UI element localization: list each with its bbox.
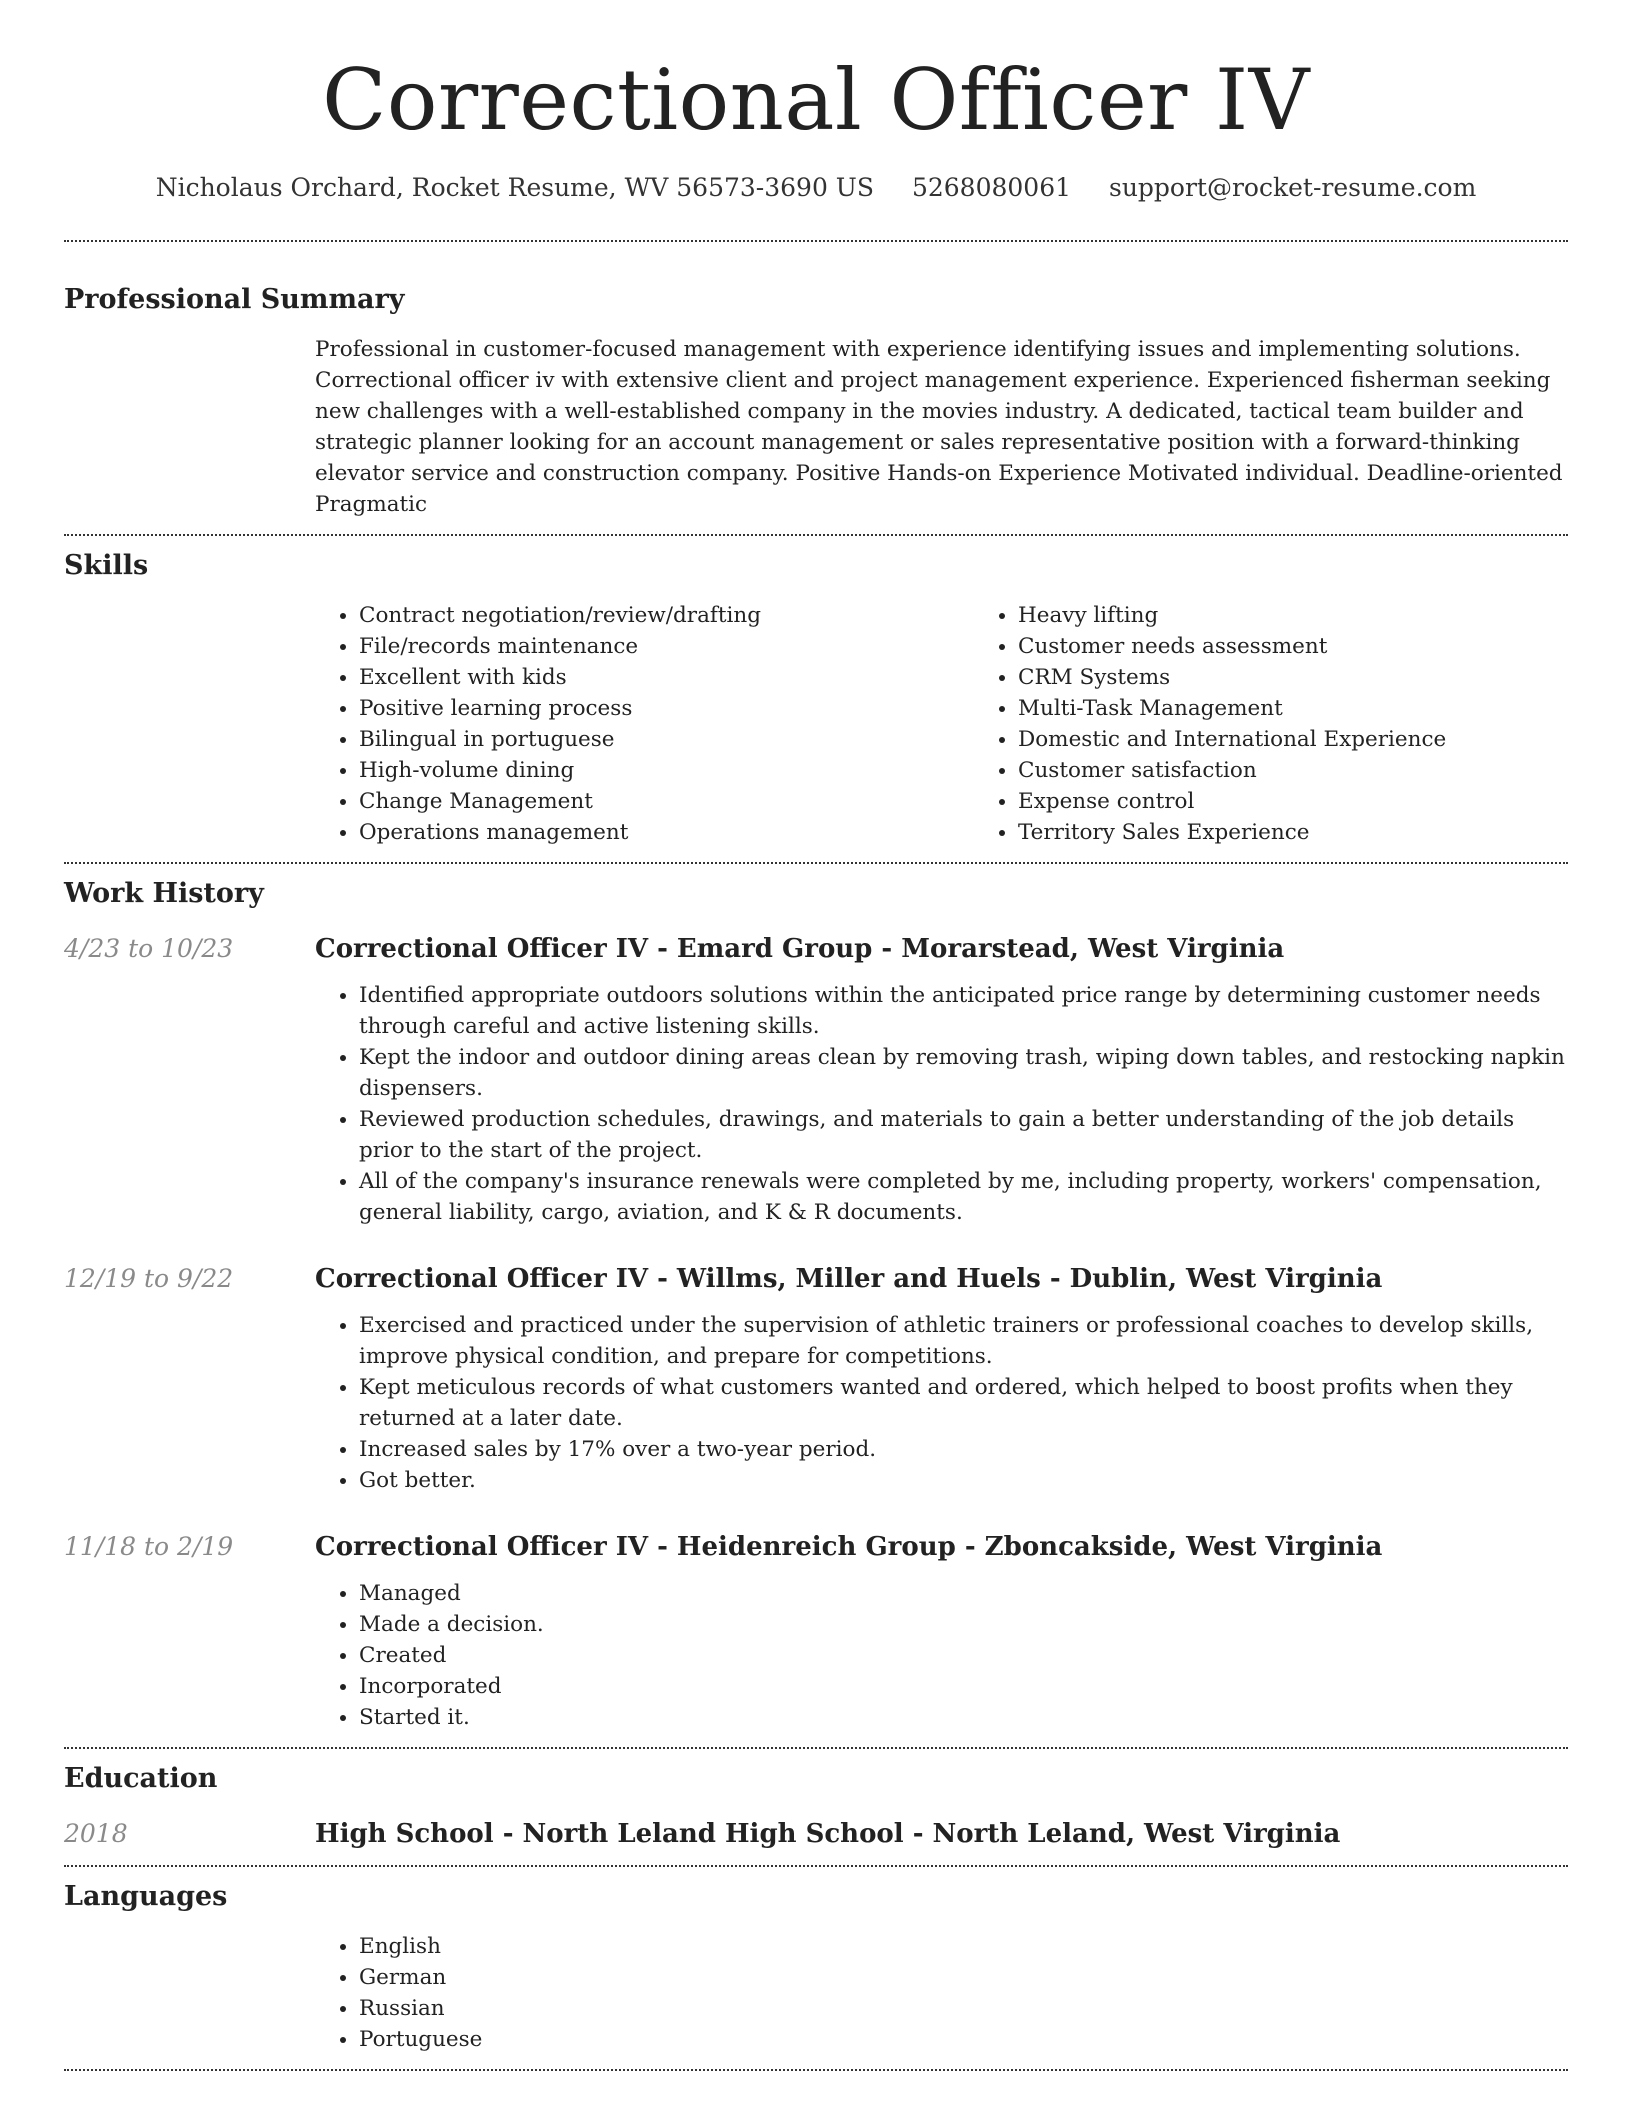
list-item: • Excellent with kids xyxy=(359,662,974,693)
job-title: Correctional Officer IV - Heidenreich Group - Zboncakside, West Virginia xyxy=(315,1532,1383,1562)
list-item: • German xyxy=(359,1962,1568,1993)
list-item: • Got better. xyxy=(359,1465,1568,1496)
job-bullets xyxy=(315,1310,1568,1496)
section-heading-work-history: Work History xyxy=(64,878,264,909)
list-item: • Positive learning process xyxy=(359,693,974,724)
list-item: • Portuguese xyxy=(359,2024,1568,2055)
list-item: • Expense control xyxy=(1018,786,1568,817)
skills-list-left xyxy=(315,600,974,848)
list-item: • Multi-Task Management xyxy=(1018,693,1568,724)
education-section xyxy=(64,1749,1568,1865)
list-item: • Customer satisfaction xyxy=(1018,755,1568,786)
list-item: • Russian xyxy=(359,1993,1568,2024)
list-item: • CRM Systems xyxy=(1018,662,1568,693)
summary-section xyxy=(64,242,1568,534)
education-entry: High School - North Leland High School - North Leland, West Virginia xyxy=(315,1819,1341,1849)
skills-list-right xyxy=(974,600,1568,848)
languages-section xyxy=(64,1867,1568,2069)
contact-address: Nicholaus Orchard, Rocket Resume, WV 56573-3690 US xyxy=(155,173,875,202)
summary-text: Professional in customer-focused management with experience identifying issues and implementing solutions. Correctional officer iv with extensive client and project management experience. Experienced fisherman seeking new challenges with a well-established company in the movies industry. A dedicated, tactical team builder and strategic planner looking for an account management or sales representative position with a forward-thinking elevator service and construction company. Positive Hands-on Experience Motivated individual. Deadline-oriented Pragmatic xyxy=(315,337,1563,517)
contact-line xyxy=(64,170,1568,206)
list-item: • Bilingual in portuguese xyxy=(359,724,974,755)
list-item: • Change Management xyxy=(359,786,974,817)
list-item: • Exercised and practiced under the supervision of athletic trainers or professional coaches to develop skills, improve physical condition, and prepare for competitions. xyxy=(359,1310,1568,1372)
list-item: • Reviewed production schedules, drawings, and materials to gain a better understanding of the job details prior to the start of the project. xyxy=(359,1104,1568,1166)
work-history-section xyxy=(64,864,1568,1747)
list-item: • Made a decision. xyxy=(359,1609,1568,1640)
job-entry xyxy=(64,1530,1568,1733)
job-dates: 4/23 to 10/23 xyxy=(64,934,234,963)
list-item: • Increased sales by 17% over a two-year period. xyxy=(359,1434,1568,1465)
job-entry xyxy=(64,1262,1568,1496)
section-heading-languages: Languages xyxy=(64,1881,228,1912)
job-title: Correctional Officer IV - Emard Group - Morarstead, West Virginia xyxy=(315,934,1285,964)
skills-section xyxy=(64,536,1568,862)
list-item: • File/records maintenance xyxy=(359,631,974,662)
contact-email: support@rocket-resume.com xyxy=(1108,173,1477,202)
list-item: • Kept meticulous records of what customers wanted and ordered, which helped to boost profits when they returned at a later date. xyxy=(359,1372,1568,1434)
job-entry xyxy=(64,932,1568,1228)
job-title: Correctional Officer IV - Willms, Miller and Huels - Dublin, West Virginia xyxy=(315,1264,1383,1294)
list-item: • Contract negotiation/review/drafting xyxy=(359,600,974,631)
list-item: • High-volume dining xyxy=(359,755,974,786)
section-heading-summary: Professional Summary xyxy=(64,284,405,315)
list-item: • Operations management xyxy=(359,817,974,848)
list-item: • All of the company's insurance renewals were completed by me, including property, workers' compensation, general liability, cargo, aviation, and K & R documents. xyxy=(359,1166,1568,1228)
job-dates: 12/19 to 9/22 xyxy=(64,1264,234,1293)
list-item: • Kept the indoor and outdoor dining areas clean by removing trash, wiping down tables, and restocking napkin dispensers. xyxy=(359,1042,1568,1104)
contact-phone: 5268080061 xyxy=(911,173,1072,202)
job-bullets xyxy=(315,980,1568,1228)
job-bullets xyxy=(315,1578,1568,1733)
list-item: • Created xyxy=(359,1640,1568,1671)
list-item: • Started it. xyxy=(359,1702,1568,1733)
list-item: • Managed xyxy=(359,1578,1568,1609)
section-heading-education: Education xyxy=(64,1763,218,1794)
list-item: • Incorporated xyxy=(359,1671,1568,1702)
job-dates: 11/18 to 2/19 xyxy=(64,1532,234,1561)
list-item: • Heavy lifting xyxy=(1018,600,1568,631)
resume-title: Correctional Officer IV xyxy=(322,51,1310,149)
section-divider xyxy=(64,2069,1568,2071)
education-year: 2018 xyxy=(64,1819,128,1848)
section-heading-skills: Skills xyxy=(64,550,149,581)
list-item: • Territory Sales Experience xyxy=(1018,817,1568,848)
list-item: • English xyxy=(359,1931,1568,1962)
list-item: • Customer needs assessment xyxy=(1018,631,1568,662)
list-item: • Identified appropriate outdoors solutions within the anticipated price range by determining customer needs through careful and active listening skills. xyxy=(359,980,1568,1042)
list-item: • Domestic and International Experience xyxy=(1018,724,1568,755)
languages-list xyxy=(315,1931,1568,2055)
